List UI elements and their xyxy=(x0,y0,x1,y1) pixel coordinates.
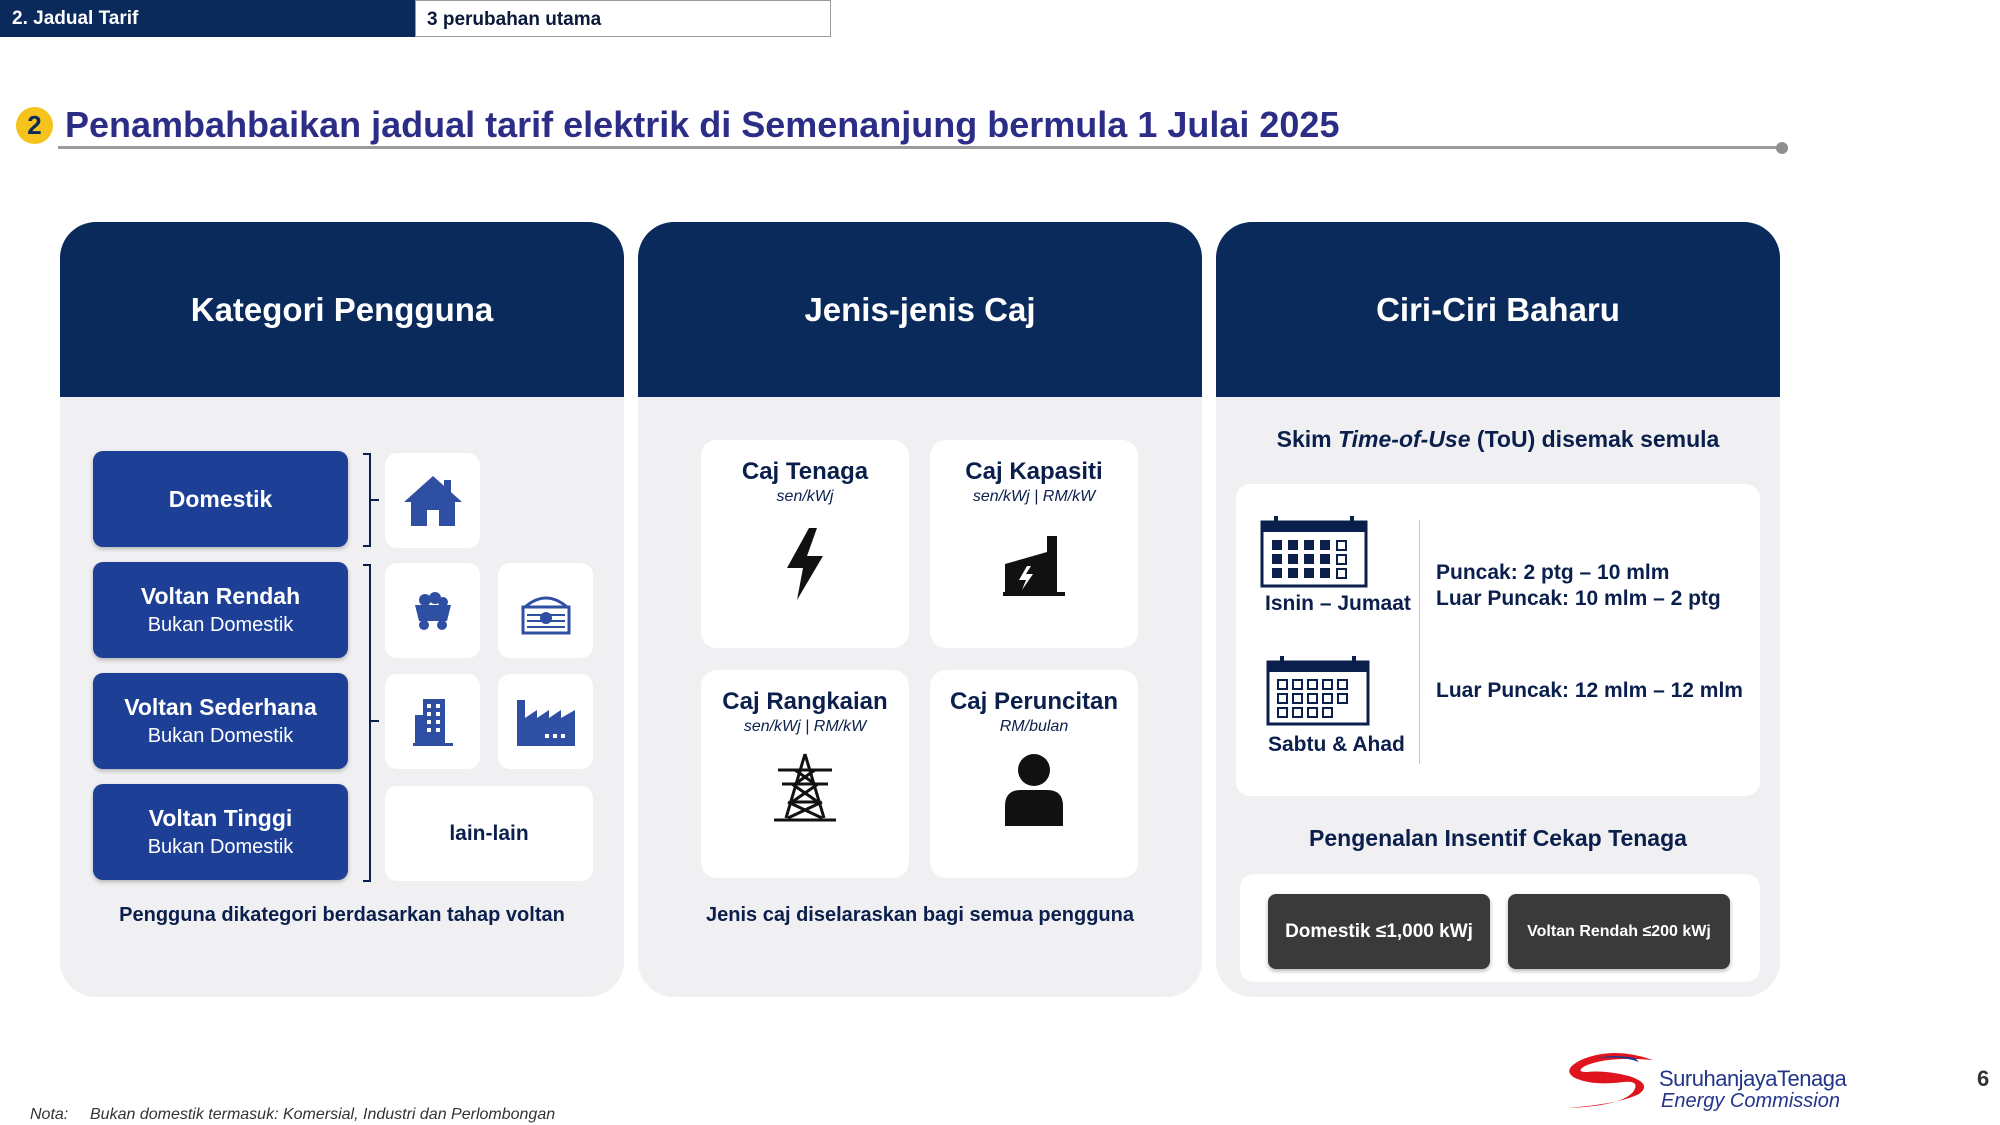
category-title: Domestik xyxy=(168,485,273,512)
weekend-offpeak-text: Luar Puncak: 12 mlm – 12 mlm xyxy=(1436,679,1743,702)
charge-unit: sen/kWj xyxy=(776,488,834,505)
charge-unit: sen/kWj | RM/kW xyxy=(743,718,867,735)
top-tabs xyxy=(0,0,831,37)
user-icon xyxy=(1003,752,1065,826)
house-icon xyxy=(402,474,464,528)
office-building-icon xyxy=(411,697,455,747)
charge-card-kapasiti xyxy=(930,440,1138,648)
panel-ciri-baharu xyxy=(1216,222,1780,997)
incentive-voltan-rendah-badge: Voltan Rendah ≤200 kWj xyxy=(1508,894,1730,969)
logo-swoosh-icon xyxy=(1553,1052,1657,1110)
panel-footer-text: Pengguna dikategori berdasarkan tahap voltan xyxy=(119,904,565,926)
logo-text-malay: SuruhanjayaTenaga xyxy=(1659,1066,1847,1091)
panel-jenis-caj xyxy=(638,222,1202,997)
category-title: Voltan Sederhana xyxy=(124,694,317,720)
panel-heading: Jenis-jenis Caj xyxy=(638,222,1202,397)
lightning-icon xyxy=(783,528,827,600)
bracket-domestik xyxy=(363,453,371,547)
section-title-row xyxy=(16,104,1339,146)
logo-text-english: Energy Commission xyxy=(1661,1090,1840,1112)
category-title: Voltan Rendah xyxy=(140,583,301,609)
tab-perubahan-utama[interactable]: 3 perubahan utama xyxy=(415,0,831,37)
category-voltan-tinggi xyxy=(93,784,348,880)
footnote xyxy=(30,1106,555,1124)
category-domestik xyxy=(93,451,348,547)
mining-cart-icon xyxy=(411,591,455,631)
charge-unit: sen/kWj | RM/kW xyxy=(972,488,1096,505)
calendar-weekday-icon xyxy=(1260,516,1368,588)
weekday-label: Isnin – Jumaat xyxy=(1265,592,1411,615)
tou-heading-post: (ToU) disemak semula xyxy=(1470,426,1720,452)
bracket-tick xyxy=(371,499,379,501)
charge-unit: RM/bulan xyxy=(999,718,1069,735)
tab-jadual-tarif[interactable]: 2. Jadual Tarif xyxy=(0,0,415,37)
transmission-tower-icon xyxy=(772,752,838,822)
title-underline xyxy=(58,146,1783,149)
office-building-icon-box xyxy=(385,674,480,769)
category-voltan-sederhana xyxy=(93,673,348,769)
category-title: Voltan Tinggi xyxy=(148,805,293,831)
charge-title: Caj Peruncitan xyxy=(949,688,1119,715)
page-number: 6 xyxy=(1977,1066,1990,1091)
charge-title: Caj Rangkaian xyxy=(722,688,888,715)
charge-card-tenaga xyxy=(701,440,909,648)
bracket-tick xyxy=(371,720,379,722)
tou-heading-pre: Skim xyxy=(1276,426,1339,452)
energy-commission-logo xyxy=(1553,1050,1863,1116)
factory-icon xyxy=(515,696,577,748)
tou-heading-em: Time-of-Use xyxy=(1338,426,1471,452)
charge-title: Caj Kapasiti xyxy=(965,458,1103,485)
footnote-text: Bukan domestik termasuk: Komersial, Industri dan Perlombongan xyxy=(90,1106,556,1123)
incentive-card xyxy=(1240,874,1760,982)
section-number-badge: 2 xyxy=(16,107,53,144)
incentive-domestik-badge: Domestik ≤1,000 kWj xyxy=(1268,894,1490,969)
incentive-heading: Pengenalan Insentif Cekap Tenaga xyxy=(1309,825,1687,851)
bracket-bukan-domestik xyxy=(363,564,371,882)
category-subtitle: Bukan Domestik xyxy=(147,836,294,858)
category-subtitle: Bukan Domestik xyxy=(147,614,294,636)
charge-title: Caj Tenaga xyxy=(741,458,869,485)
footnote-label: Nota: xyxy=(30,1106,69,1123)
weekday-offpeak-text: Luar Puncak: 10 mlm – 2 ptg xyxy=(1436,587,1721,610)
house-icon-box xyxy=(385,453,480,548)
other-category-box: lain-lain xyxy=(385,786,593,881)
weekday-peak-text: Puncak: 2 ptg – 10 mlm xyxy=(1436,561,1670,584)
charge-card-rangkaian xyxy=(701,670,909,878)
tou-heading xyxy=(1216,426,1780,453)
panel-footer-text: Jenis caj diselaraskan bagi semua pengguna xyxy=(706,904,1134,926)
shop-icon xyxy=(519,587,573,635)
panel-kategori-pengguna xyxy=(60,222,624,997)
calendar-weekend-icon xyxy=(1266,656,1370,726)
page-title: Penambahbaikan jadual tarif elektrik di Semenanjung bermula 1 Julai 2025 xyxy=(65,104,1340,145)
category-subtitle: Bukan Domestik xyxy=(147,725,294,747)
tou-divider xyxy=(1419,520,1420,764)
mining-cart-icon-box xyxy=(385,563,480,658)
title-underline-dot xyxy=(1776,142,1788,154)
panel-heading: Ciri-Ciri Baharu xyxy=(1216,222,1780,397)
panel-heading: Kategori Pengguna xyxy=(60,222,624,397)
tou-card xyxy=(1236,484,1760,796)
factory-icon-box xyxy=(498,674,593,769)
category-voltan-rendah xyxy=(93,562,348,658)
charge-card-peruncitan xyxy=(930,670,1138,878)
power-plant-icon xyxy=(1001,532,1067,598)
weekend-label: Sabtu & Ahad xyxy=(1268,733,1405,756)
shop-icon-box xyxy=(498,563,593,658)
